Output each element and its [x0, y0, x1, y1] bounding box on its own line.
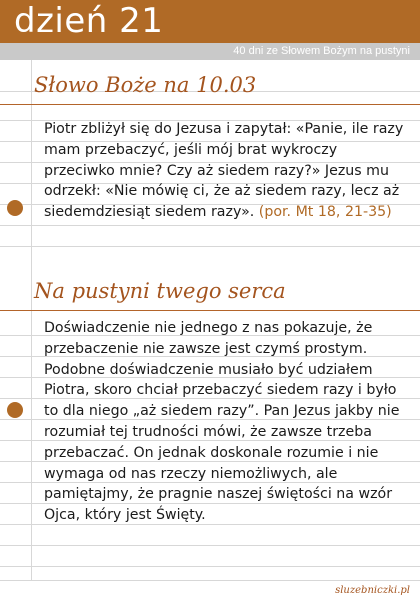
- heading-underline: [0, 310, 420, 311]
- ruled-line: [0, 225, 420, 226]
- header-bar: [0, 0, 420, 43]
- scripture-reference: (por. Mt 18, 21-35): [258, 204, 392, 221]
- reflection-text: Doświadczenie nie jednego z nas pokazuje, że przebaczenie nie zawsze jest czymś prostym. Podobne doświadczenie musiało być udziałem Piotra, skoro chciał przebaczyć siedem razy i było to dla niego „aż siedem razy”. Pan Jezus jakby nie rozumiał tej trudności mówi, że zawsze trzeba przebaczać. On jednak doskonale rozumie i nie wymaga od nas rzeczy niemożliwych, ale pamiętajmy, że pragnie naszej świętości na wzór Ojca, który jest Święty.: [44, 320, 400, 524]
- bullet-dot: [7, 402, 23, 418]
- margin-line: [31, 60, 32, 580]
- ruled-line: [0, 545, 420, 546]
- section-heading: Słowo Boże na 10.03: [34, 73, 257, 97]
- ruled-line: [0, 246, 420, 247]
- subtitle: 40 dni ze Słowem Bożym na pustyni: [233, 45, 410, 57]
- bullet-dot: [7, 200, 23, 216]
- ruled-line: [0, 580, 420, 581]
- day-title: dzień 21: [14, 1, 164, 41]
- section-heading: Na pustyni twego serca: [34, 279, 286, 303]
- scripture-text: [44, 119, 412, 223]
- heading-underline: [0, 104, 420, 105]
- site-footer: sluzebniczki.pl: [335, 585, 410, 596]
- ruled-line: [0, 566, 420, 567]
- scripture-passage: Piotr zbliżył się do Jezusa i zapytał: «Panie, ile razy mam przebaczyć, jeśli mój brat wykroczy przeciwko mnie? Czy aż siedem razy?» Jezus mu odrzekł: «Nie mówię ci, że aż siedem razy, lecz aż siedemdziesiąt siedem razy».: [44, 121, 404, 221]
